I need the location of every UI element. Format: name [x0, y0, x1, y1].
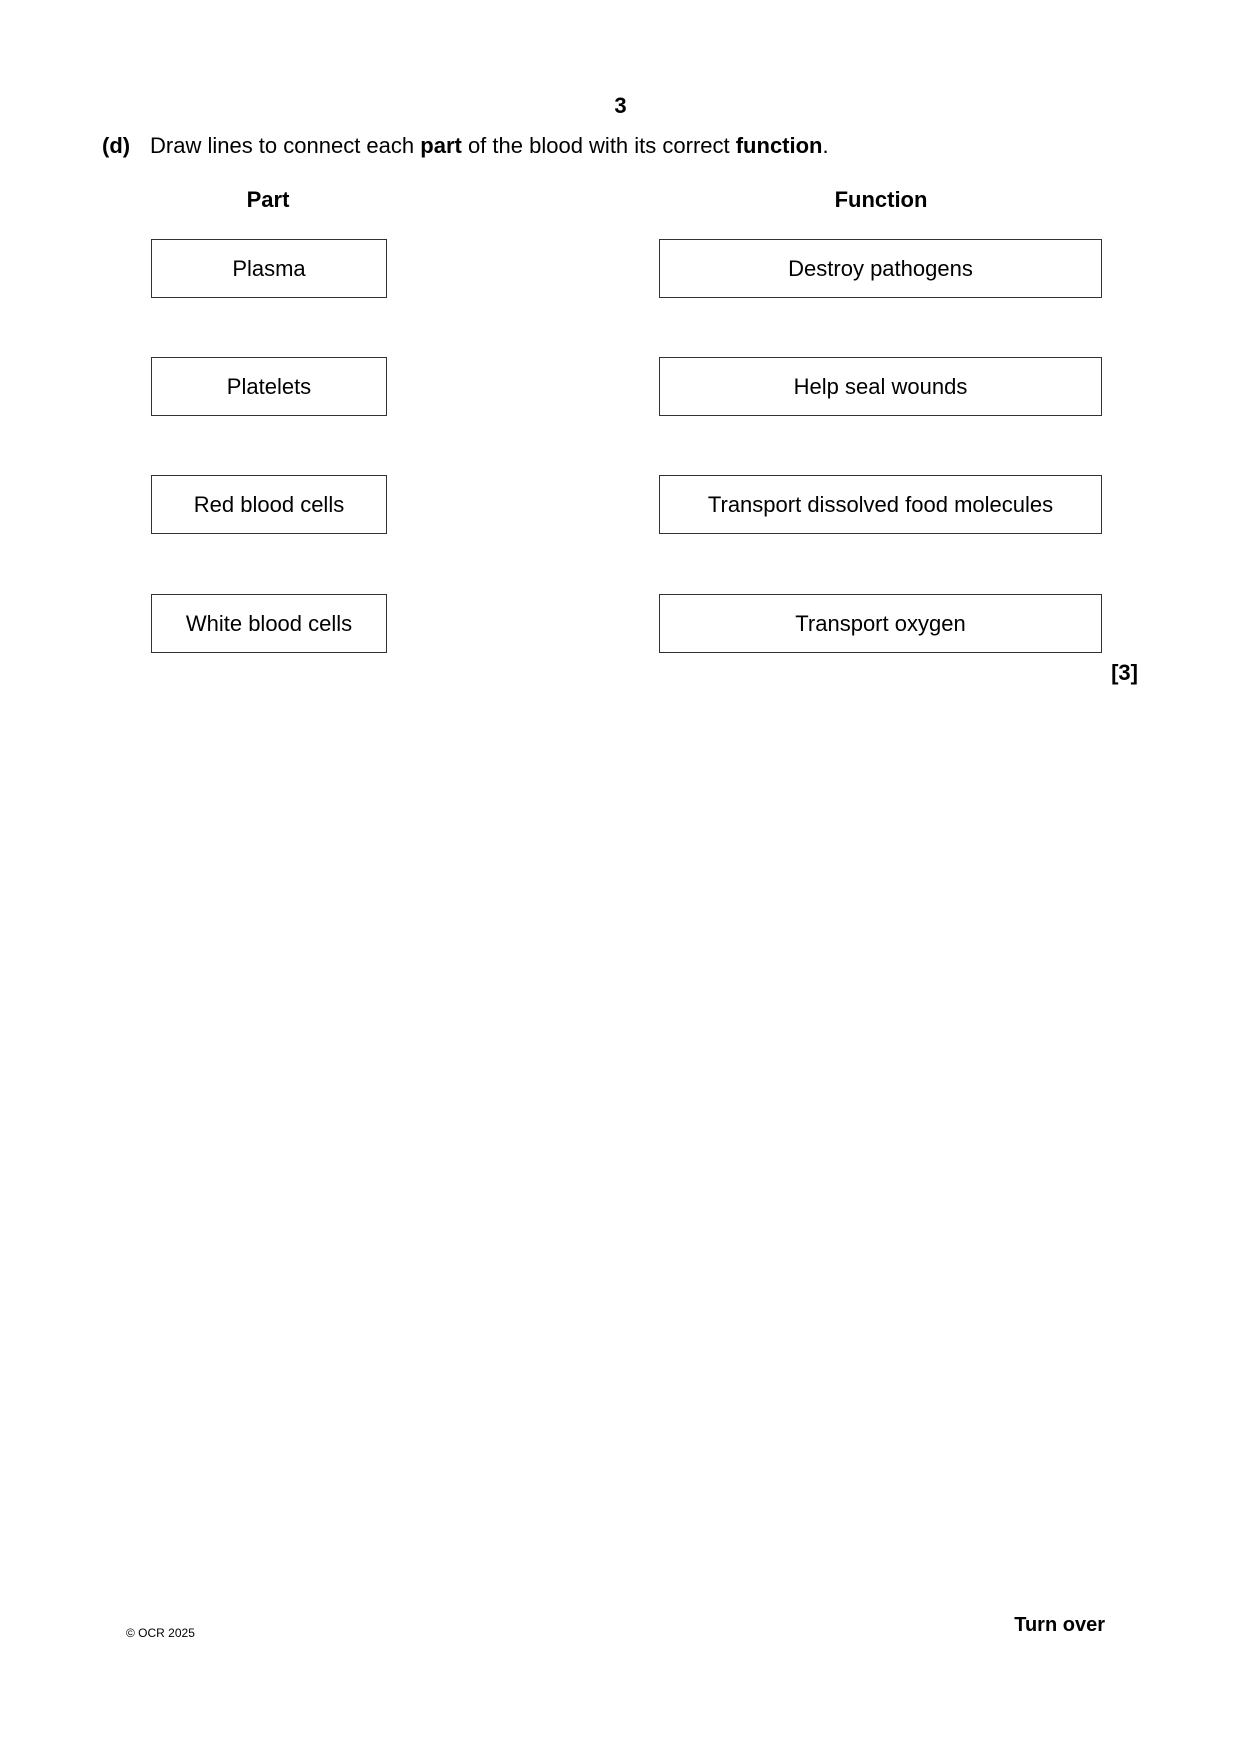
function-box-destroy-pathogens[interactable]: Destroy pathogens	[659, 239, 1102, 298]
part-column-heading: Part	[246, 187, 290, 212]
question-text-3: .	[822, 133, 829, 158]
question-text-1: Draw lines to connect each	[150, 133, 421, 158]
question-label: (d)	[102, 133, 131, 158]
marks-allocation: [3]	[1111, 660, 1138, 685]
copyright-notice: © OCR 2025	[126, 1626, 195, 1640]
part-box-red-blood-cells[interactable]: Red blood cells	[151, 475, 387, 534]
question-stem	[102, 131, 829, 161]
function-box-transport-oxygen[interactable]: Transport oxygen	[659, 594, 1102, 653]
function-box-transport-food-molecules[interactable]: Transport dissolved food molecules	[659, 475, 1102, 534]
question-bold-part: part	[420, 133, 462, 158]
question-text-2: of the blood with its correct	[461, 133, 736, 158]
part-box-platelets[interactable]: Platelets	[151, 357, 387, 416]
function-box-help-seal-wounds[interactable]: Help seal wounds	[659, 357, 1102, 416]
turn-over-label: Turn over	[1014, 1614, 1105, 1636]
function-column-heading: Function	[834, 187, 928, 212]
part-box-plasma[interactable]: Plasma	[151, 239, 387, 298]
part-box-white-blood-cells[interactable]: White blood cells	[151, 594, 387, 653]
page-number: 3	[614, 93, 627, 118]
question-bold-function: function	[735, 133, 823, 158]
